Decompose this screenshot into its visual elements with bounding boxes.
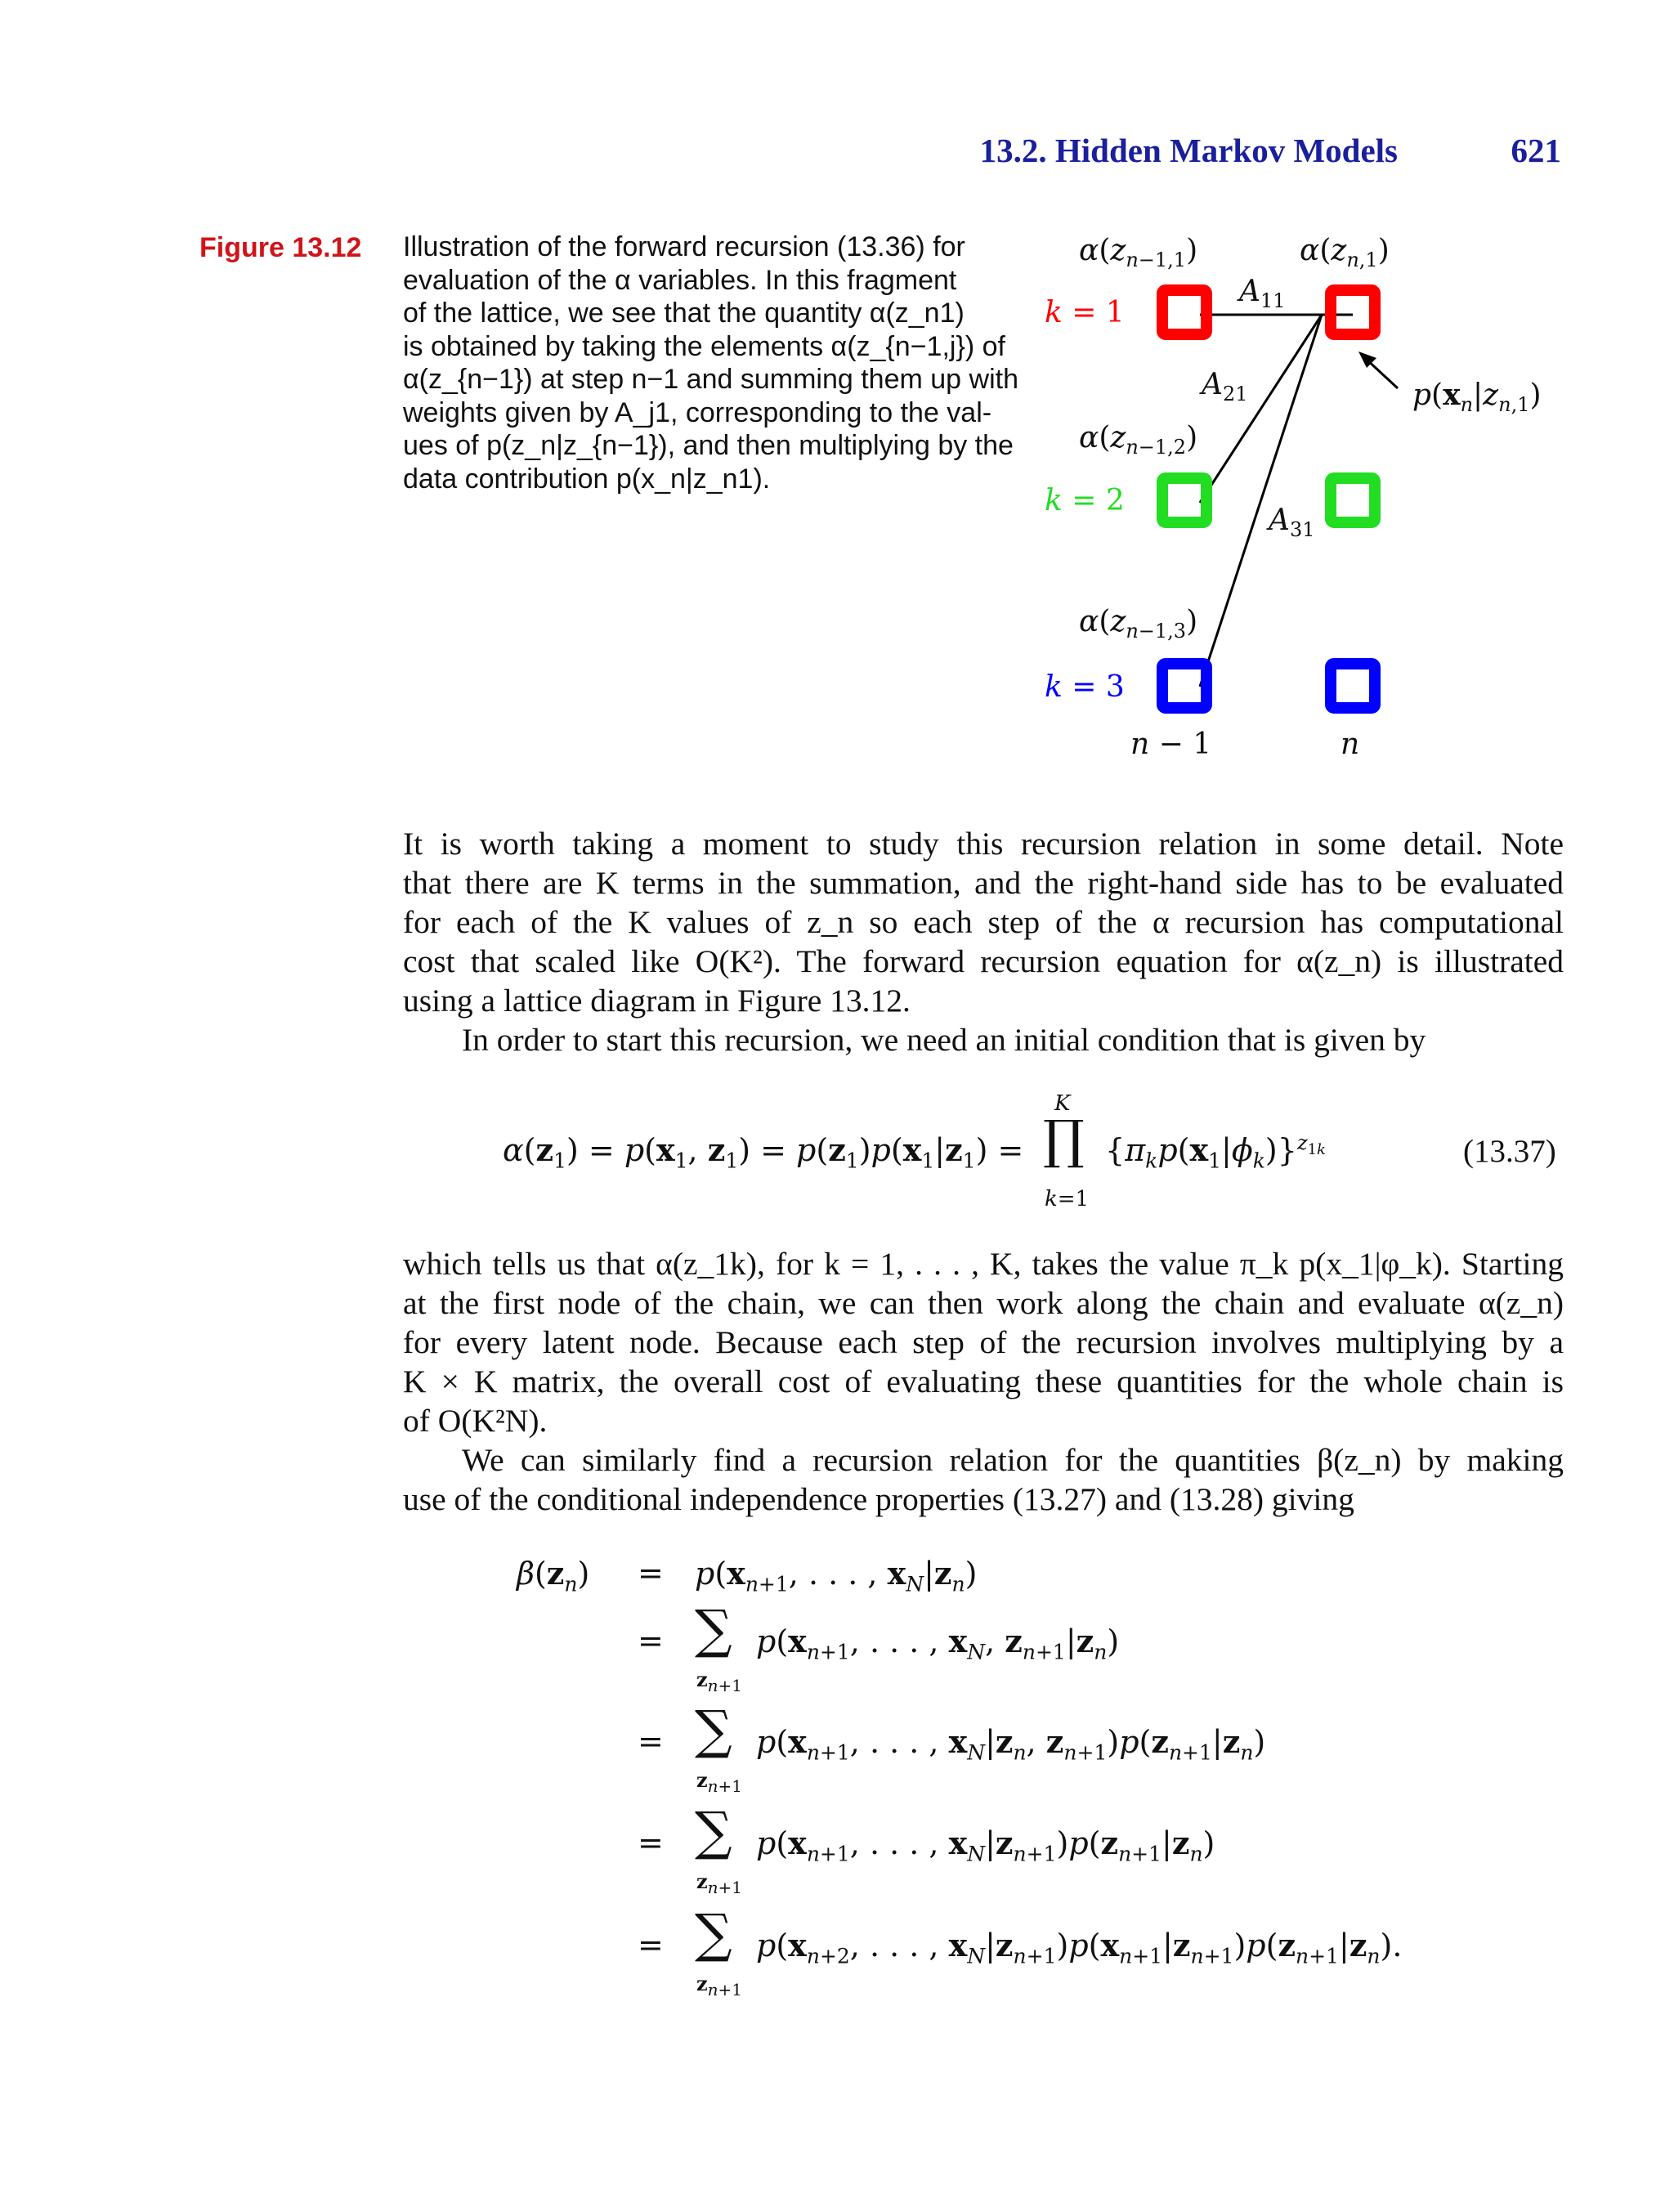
caption-line: Illustration of the forward recursion (13.36) for xyxy=(403,231,965,262)
edge-a21 xyxy=(1200,315,1322,503)
sum-subscript: $z_{n+1}$ xyxy=(696,1768,743,1796)
caption-line: α(z_{n−1}) at step n−1 and summing them up with xyxy=(403,364,1018,395)
text-line: of O(K²N). xyxy=(403,1403,548,1439)
text-line: for each of the K values of z_n so each step of the α recursion has computational xyxy=(403,904,1564,940)
equals-sign: = xyxy=(638,1927,664,1963)
text-line: using a lattice diagram in Figure 13.12. xyxy=(403,983,911,1019)
k3-label: k = 3 xyxy=(1045,670,1125,704)
edge-label-a31: $A_{31}$ xyxy=(1269,504,1315,542)
product-upper-limit: K xyxy=(1054,1091,1071,1116)
beta-line-3: $p(x_{n+1}$, . . . , $x_N|z_n$, $z_{n+1})p(z_{n+1}|z_n)$ xyxy=(756,1723,1266,1765)
sum-symbol: ∑ xyxy=(695,1700,732,1761)
node-n-k3 xyxy=(1331,664,1375,708)
text-line: cost that scaled like O(K²). The forward recursion equation for α(z_n) is illustrated xyxy=(403,943,1564,979)
paragraph-1 xyxy=(403,824,1564,1059)
text-line: which tells us that α(z_1k), for k = 1, . . . , K, takes the value π_k p(x_1|φ_k). Starting xyxy=(403,1246,1564,1282)
equals-sign: = xyxy=(638,1623,664,1659)
equals-sign: = xyxy=(638,1555,664,1591)
text-line: at the first node of the chain, we can then work along the chain and evaluate α(z_n) xyxy=(403,1285,1564,1321)
beta-line-2: $p(x_{n+1}$, . . . , $x_N$, $z_{n+1}|z_n$) xyxy=(756,1623,1120,1664)
page-number: 621 xyxy=(1511,132,1561,169)
figure-caption xyxy=(403,231,1032,495)
caption-line: evaluation of the α variables. In this fragment xyxy=(403,264,957,296)
equals-sign: = xyxy=(638,1825,664,1860)
beta-line-1: $p(x_{n+1}$, . . . , $x_N|z_n$) xyxy=(695,1555,978,1596)
node-n-1-k1 xyxy=(1162,290,1206,334)
column-label-n-1: n − 1 xyxy=(1130,728,1212,761)
equation-number: (13.37) xyxy=(1463,1134,1556,1169)
caption-line: weights given by A_j1, corresponding to the val- xyxy=(403,396,992,428)
emission-label: $p(x_n|z_{n,1})$ xyxy=(1412,378,1542,417)
paragraph-2 xyxy=(403,1244,1564,1519)
text-line: use of the conditional independence properties (13.27) and (13.28) giving xyxy=(403,1481,1354,1517)
alpha-n-1-3-label: $\alpha(z_{n-1,3})$ xyxy=(1079,605,1198,643)
alpha-n-1-1-label: $\alpha(z_{n-1,1})$ xyxy=(1079,234,1198,272)
text-line: We can similarly find a recursion relation for the quantities β(z_n) by making xyxy=(462,1442,1564,1478)
caption-line: of the lattice, we see that the quantity α(z_n1) xyxy=(403,298,965,329)
text-line: In order to start this recursion, we need an initial condition that is given by xyxy=(462,1022,1426,1058)
edge-label-a11: $A_{11}$ xyxy=(1239,275,1286,313)
sum-symbol: ∑ xyxy=(695,1802,732,1862)
k2-label: k = 2 xyxy=(1045,484,1125,517)
text-line: for every latent node. Because each step of the recursion involves multiplying by a xyxy=(403,1324,1564,1360)
product-lower-limit: k=1 xyxy=(1045,1187,1090,1211)
sum-symbol: ∑ xyxy=(695,1600,732,1660)
text-line: It is worth taking a moment to study this recursion relation in some detail. Note xyxy=(403,826,1564,862)
node-n-k1 xyxy=(1331,290,1375,334)
sum-subscript: $z_{n+1}$ xyxy=(696,1972,743,1999)
caption-line: ues of p(z_n|z_{n−1}), and then multiplying by the xyxy=(403,430,1014,461)
edge-label-a21: $A_{21}$ xyxy=(1202,368,1248,406)
node-n-1-k2 xyxy=(1162,478,1206,522)
alpha-n-1-2-label: $\alpha(z_{n-1,2})$ xyxy=(1079,421,1198,459)
caption-line: data contribution p(x_n|z_n1). xyxy=(403,463,771,495)
column-label-n: n xyxy=(1341,728,1360,761)
figure-label: Figure 13.12 xyxy=(199,232,362,263)
equation-13-37: $\alpha(z_1) = p(x_1$, $z_1) = p(z_1)p(x_1|z_1)$ = xyxy=(503,1131,1024,1173)
product-symbol: ∏ xyxy=(1043,1110,1085,1171)
beta-line-4: $p(x_{n+1}$, . . . , $x_N|z_{n+1})p(z_{n+1}|z_n)$ xyxy=(756,1825,1215,1866)
beta-line-5: $p(x_{n+2}$, . . . , $x_N|z_{n+1})p(x_{n+1}|z_{n+1})p(z_{n+1}|z_n)$. xyxy=(756,1927,1403,1968)
sum-subscript: $z_{n+1}$ xyxy=(696,1668,743,1695)
caption-line: is obtained by taking the elements α(z_{n−1,j}) of xyxy=(403,330,1005,362)
equation-13-37-rhs: $\{\pi_kp(x_1|\phi_k)\}^{z_{1k}}$ xyxy=(1105,1131,1326,1173)
text-line: that there are K terms in the summation, and the right-hand side has to be evaluated xyxy=(403,865,1564,901)
k1-label: k = 1 xyxy=(1045,296,1125,329)
sum-subscript: $z_{n+1}$ xyxy=(696,1869,743,1897)
beta-lhs: $\beta(z_n)$ xyxy=(517,1555,590,1596)
running-header-title: 13.2. Hidden Markov Models xyxy=(979,132,1398,169)
alpha-n-1-label: $\alpha(z_{n,1})$ xyxy=(1300,234,1390,272)
node-n-k2 xyxy=(1331,478,1375,522)
sum-symbol: ∑ xyxy=(695,1904,732,1964)
equals-sign: = xyxy=(638,1723,664,1759)
text-line: K × K matrix, the overall cost of evaluating these quantities for the whole chain is xyxy=(403,1363,1564,1399)
